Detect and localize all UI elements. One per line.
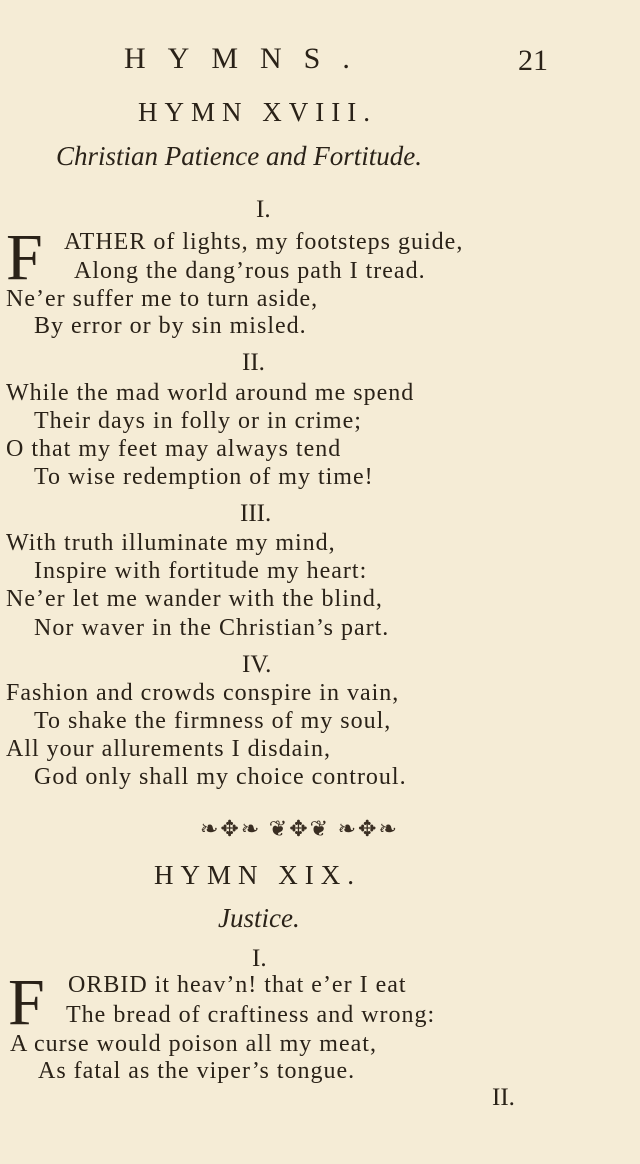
verse-line: Their days in folly or in crime; (34, 408, 362, 434)
verse-line: Inspire with fortitude my heart: (34, 558, 368, 584)
verse-line: While the mad world around me spend (6, 380, 415, 406)
verse-line: ATHER of lights, my footsteps guide, (64, 229, 464, 255)
stanza-numeral: IV. (242, 651, 272, 678)
stanza-numeral: II. (242, 349, 265, 376)
drop-capital: F (8, 966, 45, 1039)
catchword: II. (492, 1084, 515, 1111)
stanza-numeral: I. (252, 945, 267, 972)
drop-capital: F (6, 221, 43, 294)
verse-line: God only shall my choice controul. (34, 764, 407, 790)
hymn-title: HYMN XIX. (154, 860, 361, 890)
verse-line: The bread of craftiness and wrong: (66, 1002, 436, 1028)
ornament-divider: ❧✥❧ ❦✥❦ ❧✥❧ (200, 816, 399, 841)
verse-line: All your allurements I disdain, (6, 736, 331, 762)
page-number: 21 (518, 44, 548, 77)
stanza-numeral: III. (240, 500, 272, 527)
running-head: HYMNS. (124, 42, 372, 75)
verse-line: As fatal as the viper’s tongue. (38, 1058, 356, 1084)
verse-line: By error or by sin misled. (34, 313, 307, 339)
verse-line: Fashion and crowds conspire in vain, (6, 680, 400, 706)
hymn-title: HYMN XVIII. (138, 97, 377, 127)
verse-line: Nor waver in the Christian’s part. (34, 615, 390, 641)
verse-line: To shake the firmness of my soul, (34, 708, 392, 734)
hymn-subtitle: Christian Patience and Fortitude. (56, 141, 422, 171)
hymn-subtitle: Justice. (218, 903, 300, 933)
verse-line: Along the dang’rous path I tread. (74, 258, 426, 284)
verse-line: Ne’er suffer me to turn aside, (6, 286, 319, 312)
verse-line: A curse would poison all my meat, (10, 1031, 377, 1057)
verse-line: To wise redemption of my time! (34, 464, 374, 490)
verse-line: ORBID it heav’n! that e’er I eat (68, 972, 407, 998)
verse-line: Ne’er let me wander with the blind, (6, 586, 383, 612)
verse-line: O that my feet may always tend (6, 436, 342, 462)
verse-line: With truth illuminate my mind, (6, 530, 336, 556)
stanza-numeral: I. (256, 196, 271, 223)
